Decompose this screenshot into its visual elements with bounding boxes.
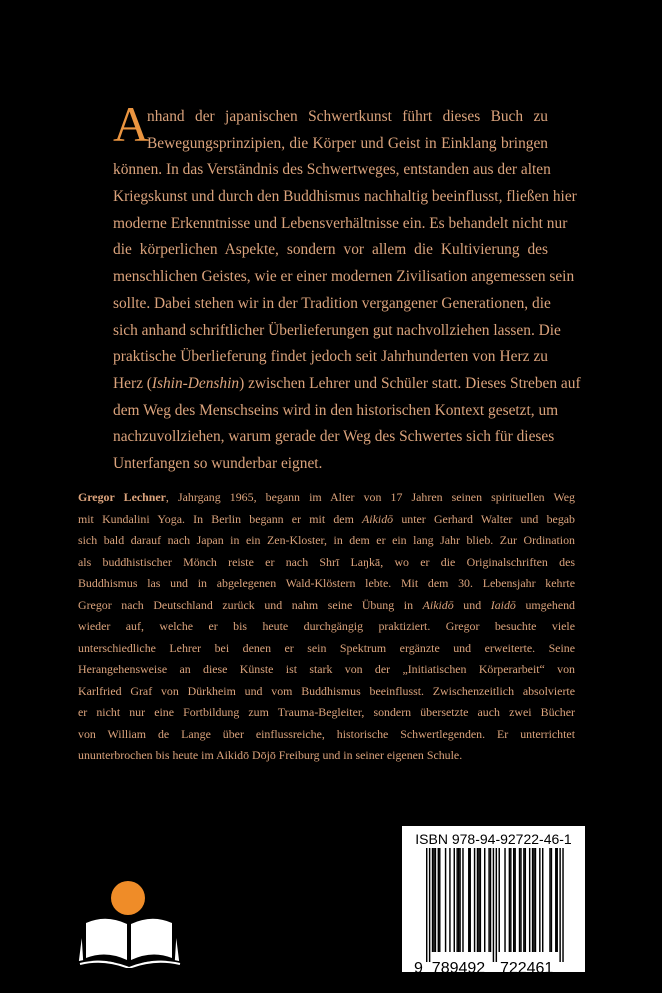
barcode-bar [519, 848, 520, 952]
barcode-bars [402, 826, 585, 972]
text-line [113, 237, 548, 264]
text-line [78, 702, 575, 724]
barcode-bar [462, 848, 463, 952]
barcode-bar [490, 848, 491, 952]
barcode-bar [562, 848, 563, 962]
barcode-digits: 789492 [431, 960, 486, 972]
italic-text: Aikidō [362, 511, 394, 526]
text-line [78, 724, 575, 746]
text-line [113, 291, 551, 318]
text-span: Unterfangen so wunderbar eignet. [113, 454, 323, 472]
italic-text: Iaidō [490, 597, 516, 612]
barcode-bar [488, 848, 489, 952]
barcode-bar [504, 848, 505, 952]
barcode-bar [532, 848, 533, 952]
isbn-barcode [402, 826, 585, 972]
text-line [78, 745, 575, 767]
drop-cap: A [113, 96, 150, 152]
barcode-bar [477, 848, 478, 952]
text-line [78, 681, 575, 703]
barcode-bar [433, 848, 434, 952]
barcode-bar [432, 848, 433, 952]
text-line [78, 616, 575, 638]
barcode-bar [499, 848, 500, 952]
text-line [113, 211, 568, 238]
barcode-bar [426, 848, 427, 962]
text-span: Bewegungsprinzipien, die Körper und Geist in Einklang bringen [147, 134, 548, 152]
text-span: unterschiedliche Lehrer bei denen er sein Spektrum ergänzte und erweiterte. Seine [78, 640, 575, 655]
text-line [78, 509, 575, 531]
barcode-bar [557, 848, 558, 952]
text-span: Herangehensweise an diese Künste ist stark von der „Initiatischen Körperarbeit“ von [78, 662, 575, 676]
text-line [113, 344, 548, 371]
text-span: praktische Überlieferung findet jedoch seit Jahrhunderten von Herz zu [113, 348, 548, 366]
text-line [113, 451, 548, 478]
text-span: nachzuvollziehen, warum gerade der Weg des Schwertes sich für dieses [113, 428, 555, 446]
barcode-bar [468, 848, 469, 952]
text-line [113, 157, 551, 184]
barcode-bar [555, 848, 556, 952]
italic-text: Aikidō [422, 597, 454, 612]
reader-book-logo-icon [76, 878, 184, 968]
barcode-bar [535, 848, 536, 952]
text-span: ununterbrochen bis heute im Aikidō Dōjō Freiburg und in seiner eigenen Schule. [78, 748, 463, 762]
text-line [78, 659, 575, 681]
text-line [78, 595, 575, 617]
text-span: Buddhismus las und in abgelegenen Wald-Klöstern lebte. Mit dem 30. Lebensjahr kehrte [78, 576, 575, 590]
text-line [78, 530, 575, 552]
text-span: Gregor nach Deutschland zurück und nahm seine Übung in [78, 597, 423, 612]
barcode-bar [438, 848, 439, 952]
barcode-bar [559, 848, 560, 962]
barcode-bar [510, 848, 511, 952]
barcode-bar [542, 848, 543, 952]
barcode-bar [429, 848, 430, 962]
text-span: mit Kundalini Yoga. In Berlin begann er mit dem [78, 511, 363, 526]
text-span: unter Gerhard Walter und begab [393, 511, 575, 526]
barcode-bar [470, 848, 471, 952]
barcode-bar [533, 848, 534, 952]
barcode-bar [496, 848, 497, 962]
text-span: sich anhand schriftlicher Überlieferungen gut nachvollziehen lassen. Die [113, 321, 561, 339]
publisher-logo [76, 878, 184, 973]
text-span: sollte. Dabei stehen wir in der Tradition vergangener Generationen, die [113, 294, 551, 312]
text-span: von William de Lange über einflussreiche, historische Schwertlegenden. Er unterrichtet [78, 726, 575, 741]
text-span: umgehend [515, 597, 575, 612]
text-span: die körperlichen Aspekte, sondern vor allem die Kultivierung des [113, 241, 548, 259]
text-line [113, 398, 559, 425]
isbn-label: ISBN 978-94-92722-46-1 [415, 831, 572, 847]
barcode-digits: 722461 [499, 960, 554, 972]
barcode-bar [520, 848, 521, 952]
barcode-bar [456, 848, 457, 952]
text-line [113, 184, 577, 211]
text-span: können. In das Verständnis des Schwertweges, entstanden aus der alten [113, 161, 551, 179]
barcode-bar [513, 848, 514, 952]
text-line [113, 371, 581, 398]
barcode-bar [549, 848, 550, 952]
text-line [113, 104, 548, 131]
text-span: Kriegskunst und durch den Buddhismus nachhaltig beeinflusst, fließen hier [113, 188, 577, 206]
text-line [113, 424, 555, 451]
text-span: ) zwischen Lehrer und Schüler statt. Dieses Streben auf [239, 374, 581, 392]
text-line [78, 638, 575, 660]
text-span: als buddhistischer Mönch reiste er nach Shrī Laŋkā, wo er die Originalschriften des [78, 554, 575, 569]
barcode-digits: 9 [414, 960, 423, 972]
text-span: und [453, 597, 491, 612]
barcode-bar [493, 848, 494, 962]
text-span: menschlichen Geistes, wie er einer modernen Zivilisation angemessen sein [113, 268, 575, 286]
text-span: nhand der japanischen Schwertkunst führt dieses Buch zu [147, 108, 548, 125]
text-span: dem Weg des Menschseins wird in den historischen Kontext gesetzt, um [113, 401, 559, 419]
italic-text: Ishin-Denshin [151, 374, 240, 392]
text-span: sich bald darauf nach Japan in ein Zen-Kloster, in dem er ein lang Jahr blieb. Zur Ordination [78, 533, 575, 547]
barcode-bar [454, 848, 455, 952]
barcode-bar [435, 848, 436, 952]
barcode-bar [484, 848, 485, 952]
text-line [78, 552, 575, 574]
barcode-bar [523, 848, 524, 952]
text-span: er nicht nur eine Fortbildung zum Trauma-Begleiter, sondern übersetzte auch zwei Bücher [78, 705, 575, 719]
barcode-bar [458, 848, 459, 952]
book-blurb [113, 104, 581, 478]
text-line [78, 573, 575, 595]
barcode-bar [459, 848, 460, 952]
text-span: Karlfried Graf von Dürkheim und vom Buddhismus beeinflusst. Zwischenzeitlich absolvierte [78, 683, 575, 698]
barcode-bar [480, 848, 481, 952]
text-span: Herz ( [113, 374, 152, 392]
author-bio [78, 487, 575, 767]
barcode-bar [539, 848, 540, 952]
barcode-bar [551, 848, 552, 952]
barcode-bar [474, 848, 475, 952]
text-span: wieder auf, welche er bis heute durchgängig praktiziert. Gregor besuchte viele [78, 619, 575, 633]
barcode-bar [439, 848, 440, 952]
barcode-bar [529, 848, 530, 952]
text-line [113, 131, 548, 158]
barcode-bar [445, 848, 446, 952]
text-line [113, 264, 575, 291]
barcode-bar [509, 848, 510, 952]
text-span: , Jahrgang 1965, begann im Alter von 17 Jahren seinen spirituellen Weg [165, 490, 575, 504]
barcode-bar [525, 848, 526, 952]
text-span: moderne Erkenntnisse und Lebensverhältnisse ein. Es behandelt nicht nur [113, 214, 568, 232]
barcode-bar [478, 848, 479, 952]
text-line [113, 318, 561, 345]
barcode-bar [449, 848, 450, 952]
text-line [78, 487, 575, 509]
bold-text: Gregor Lechner [78, 490, 166, 504]
barcode-bar [514, 848, 515, 952]
